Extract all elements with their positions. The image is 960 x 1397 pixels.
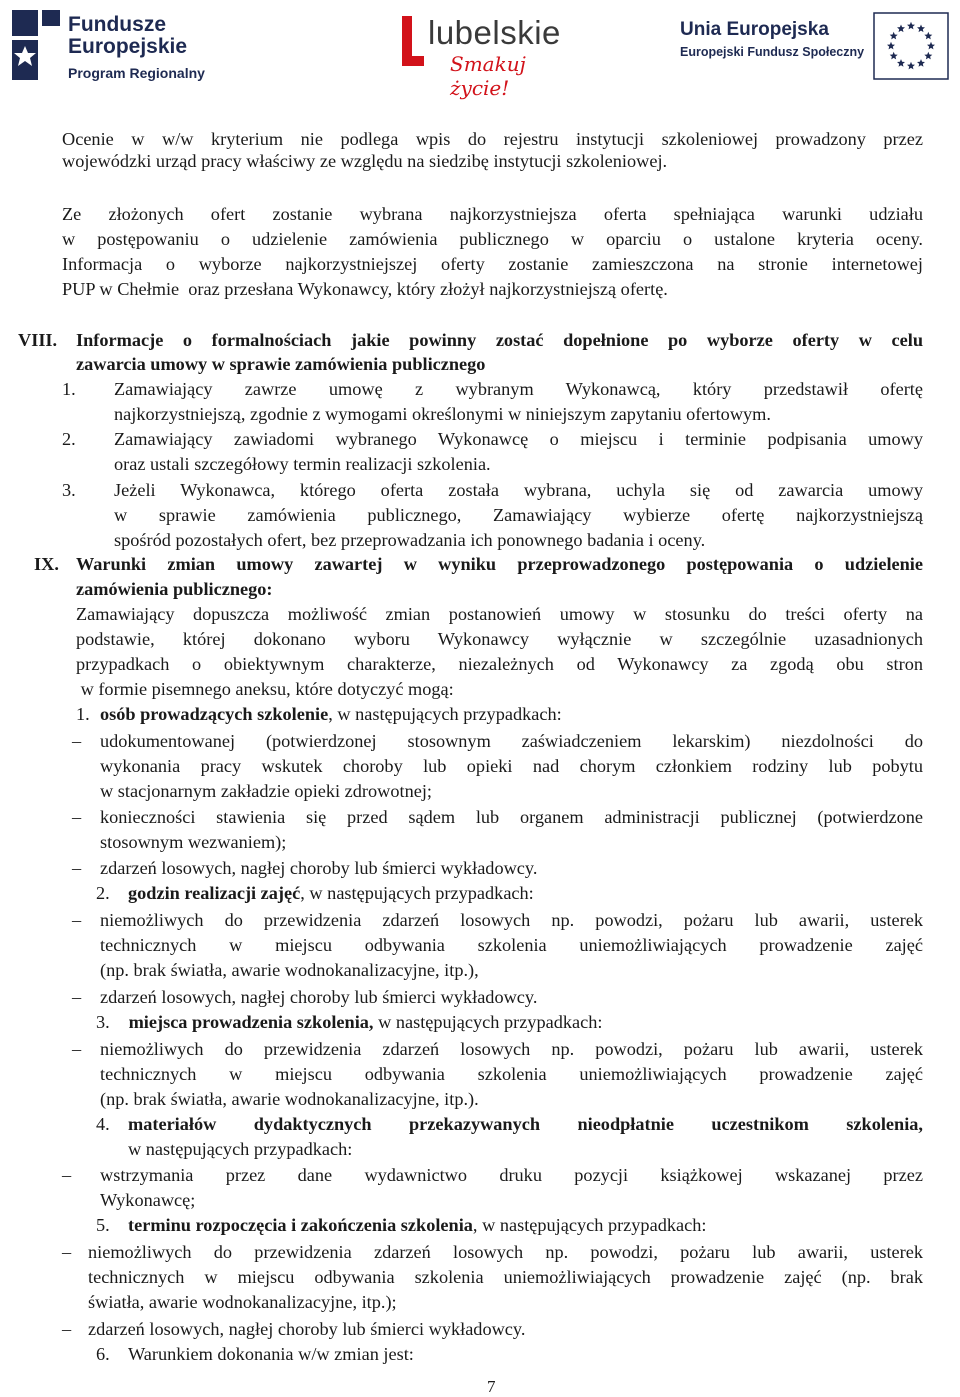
section-heading: Informacje o formalnościach jakie powinny zostać dopełnione po wyborze oferty w celu <box>76 330 923 350</box>
text-line <box>100 703 562 725</box>
fe-line3: Program Regionalny <box>68 65 205 81</box>
text-line: najkorzystniejszą, zgodnie z wymogami określonymi w niniejszym zapytaniu ofertowym. <box>114 404 771 424</box>
dash-bullet: – <box>72 1039 82 1059</box>
text-line: technicznych w miejscu odbywania szkolenia uniemożliwiających prowadzenie zajęć <box>100 1064 923 1084</box>
lubelskie-logo <box>398 10 568 100</box>
bold-term: terminu rozpoczęcia i zakończenia szkolenia <box>128 1215 473 1235</box>
section-number-ix: IX. <box>34 554 59 574</box>
dash-bullet: – <box>72 731 82 751</box>
text-line: Zamawiający zawrze umowę z wybranym Wykonawcą, który przedstawił ofertę <box>114 379 923 399</box>
text-line: wojewódzki urząd pracy właściwy ze względu na siedzibę instytucji szkoleniowej. <box>62 151 668 171</box>
ue-text <box>680 18 864 62</box>
text-line: Zamawiający dopuszcza możliwość zmian postanowień umowy w stosunku do treści oferty na <box>76 604 923 624</box>
text-line: Zamawiający zawiadomi wybranego Wykonawcę o miejscu i terminie podpisania umowy <box>114 429 923 449</box>
dash-bullet: – <box>72 858 82 878</box>
dash-bullet: – <box>62 1165 72 1185</box>
list-number: 6. <box>96 1344 110 1364</box>
text-line: (np. brak światła, awarie wodnokanalizacyjne, itp.), <box>100 960 479 980</box>
text-line: zdarzeń losowych, nagłej choroby lub śmierci wykładowcy. <box>100 858 538 878</box>
text-line: wykonania pracy wskutek choroby lub opieki nad chorym członkiem rodziny lub pobytu <box>100 756 923 776</box>
text-line: w postępowaniu o udzielenie zamówienia publicznego w oparciu o ustalone kryteria oceny. <box>62 229 923 249</box>
text-line: Ze złożonych ofert zostanie wybrana najkorzystniejsza oferta spełniająca warunki udziału <box>62 204 923 224</box>
dash-bullet: – <box>62 1242 72 1262</box>
dash-bullet: – <box>72 910 82 930</box>
text-line: niemożliwych do przewidzenia zdarzeń losowych np. powodzi, pożaru lub awarii, usterek <box>88 1242 923 1262</box>
text-line <box>128 1214 706 1236</box>
list-number: 2. <box>96 883 110 903</box>
unia-europejska-logo <box>680 12 950 82</box>
list-number: 4. <box>96 1114 110 1134</box>
text-fragment: , w następujących przypadkach: <box>328 704 562 724</box>
text-line: technicznych w miejscu odbywania szkolenia uniemożliwiających prowadzenie zajęć (np. brak <box>88 1267 923 1287</box>
text-line: PUP w Chełmie oraz przesłana Wykonawcy, który złożył najkorzystniejszą ofertę. <box>62 279 668 299</box>
text-line: w następujących przypadkach: <box>128 1139 353 1159</box>
text-line: udokumentowanej (potwierdzonej stosownym zaświadczeniem lekarskim) niezdolności do <box>100 731 923 751</box>
text-line: Informacja o wyborze najkorzystniejszej oferty zostanie zamieszczona na stronie internetowej <box>62 254 923 274</box>
text-fragment: w następujących przypadkach: <box>373 1012 603 1032</box>
text-line: światła, awarie wodnokanalizacyjne, itp.); <box>88 1292 397 1312</box>
text-line: w stacjonarnym zakładzie opieki zdrowotnej; <box>100 781 432 801</box>
text-line: stosownym wezwaniem); <box>100 832 287 852</box>
text-line <box>124 1011 602 1033</box>
dash-bullet: – <box>72 987 82 1007</box>
text-line: Warunkiem dokonania w/w zmian jest: <box>128 1344 414 1364</box>
bold-term: materiałów dydaktycznych przekazywanych nieodpłatnie uczestnikom szkolenia, <box>128 1114 923 1134</box>
text-line: wstrzymania przez dane wydawnictwo druku pozycji książkowej wskazanej przez <box>100 1165 923 1185</box>
text-line: technicznych w miejscu odbywania szkolenia uniemożliwiających prowadzenie zajęć <box>100 935 923 955</box>
text-line: spośród pozostałych ofert, bez przeprowadzania ich ponownego badania i oceny. <box>114 530 706 550</box>
text-line: zdarzeń losowych, nagłej choroby lub śmierci wykładowcy. <box>88 1319 526 1339</box>
text-line: Jeżeli Wykonawca, którego oferta została wybrana, uchyla się od zawarcia umowy <box>114 480 923 500</box>
text-line: oraz ustali szczegółowy termin realizacji szkolenia. <box>114 454 491 474</box>
text-line: w formie pisemnego aneksu, które dotyczyć mogą: <box>76 679 454 699</box>
section-heading: zamówienia publicznego: <box>76 579 273 599</box>
text-line: podstawie, której dokonano wyboru Wykonawcy wyłącznie w szczególnie uzasadnionych <box>76 629 923 649</box>
text-line: (np. brak światła, awarie wodnokanalizacyjne, itp.). <box>100 1089 479 1109</box>
page-header <box>0 0 960 100</box>
fe-line2: Europejskie <box>68 35 188 58</box>
text-line <box>128 882 534 904</box>
dash-bullet: – <box>72 807 82 827</box>
text-line: Wykonawcę; <box>100 1190 196 1210</box>
ue-line2: Europejski Fundusz Społeczny <box>680 45 865 59</box>
list-number: 1. <box>62 379 76 399</box>
section-heading: Warunki zmian umowy zawartej w wyniku przeprowadzonego postępowania o udzielenie <box>76 554 923 574</box>
list-number: 2. <box>62 429 76 449</box>
eu-flag-icon <box>873 12 949 80</box>
text-line: niemożliwych do przewidzenia zdarzeń losowych np. powodzi, pożaru lub awarii, usterek <box>100 910 923 930</box>
section-number-viii: VIII. <box>18 330 58 350</box>
dash-bullet: – <box>62 1319 72 1339</box>
fundusze-europejskie-logo <box>8 6 208 84</box>
section-heading: zawarcia umowy w sprawie zamówienia publicznego <box>76 354 486 374</box>
list-number: 3. <box>62 480 76 500</box>
text-line: przypadkach o obiektywnym charakterze, niezależnych od Wykonawcy za zgodą obu stron <box>76 654 923 674</box>
bold-term: godzin realizacji zajęć <box>128 883 301 903</box>
fe-text <box>68 14 205 84</box>
text-line: niemożliwych do przewidzenia zdarzeń losowych np. powodzi, pożaru lub awarii, usterek <box>100 1039 923 1059</box>
list-number: 5. <box>96 1215 110 1235</box>
text-line: konieczności stawienia się przed sądem lub organem administracji publicznej (potwierdzone <box>100 807 923 827</box>
text-fragment: , w następujących przypadkach: <box>472 1215 707 1235</box>
ue-line1: Unia Europejska <box>680 19 829 40</box>
lubelskie-name: lubelskie <box>428 14 561 51</box>
page-number: 7 <box>487 1377 496 1396</box>
text-line: Ocenie w w/w kryterium nie podlega wpis do rejestru instytucji szkoleniowej prowadzony przez <box>62 129 923 149</box>
list-number: 1. <box>76 704 90 724</box>
fe-line1: Fundusze <box>68 13 166 36</box>
text-line: zdarzeń losowych, nagłej choroby lub śmierci wykładowcy. <box>100 987 538 1007</box>
lubelskie-slogan: Smakuj życie! <box>450 52 526 100</box>
text-line: w sprawie zamówienia publicznego, Zamawiający wybierze ofertę najkorzystniejszą <box>114 505 923 525</box>
bold-term: osób prowadzących szkolenie <box>100 704 329 724</box>
text-fragment: , w następujących przypadkach: <box>300 883 534 903</box>
bold-term: miejsca prowadzenia szkolenia, <box>124 1012 374 1032</box>
list-number: 3. <box>96 1012 110 1032</box>
lubelskie-mark-icon <box>398 12 428 72</box>
fe-star-mark-icon <box>8 6 64 84</box>
